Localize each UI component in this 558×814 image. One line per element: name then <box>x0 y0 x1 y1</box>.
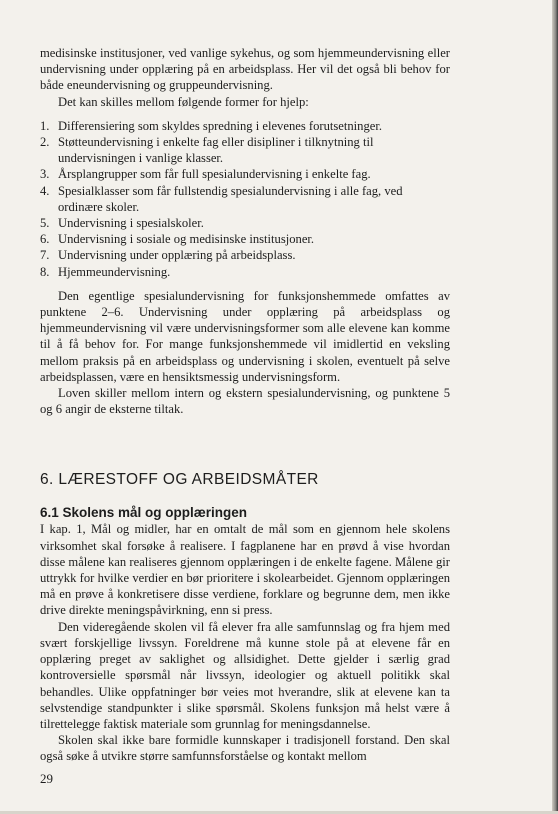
section-paragraph: I kap. 1, Mål og midler, har en omtalt de mål som en gjennom hele skolens virksomhet skal forsøke å realisere. I fagplanene har en prøvd å vise hvordan disse målene kan realiseres gjennom opplæringen i de enkelte fagene. Målene gir uttrykk for hvilke verdier en bør prioritere i skolearbeidet. Gjennom opplæringen må en prøve å konkretisere disse verdiene, forklare og begrunne dem, men ikke drive direkte meningspåvirkning, enn si press. <box>40 522 450 618</box>
list-item-number: 6. <box>40 232 50 247</box>
list-item <box>40 231 450 247</box>
list-item <box>40 215 450 231</box>
list-item-number: 5. <box>40 216 50 231</box>
list-item-text: Undervisning under opplæring på arbeidsplass. <box>58 248 296 263</box>
list-item <box>40 118 450 134</box>
list-item-number: 8. <box>40 264 50 279</box>
section-paragraph: Den videregående skolen vil få elever fra alle samfunnslag og fra hjem med svært forskjellige livssyn. Foreldrene må kunne stole på at elevene får en opplæring preget av saklighet og allsidighet. Dette gjelder i særlig grad kontroversielle spørsmål når livssyn, ideologier og aktuell politikk skal behandles. Ulike oppfatninger bør veies mot hverandre, slik at elevene kan ta selvstendige standpunkter i slike spørsmål. Skolens funksjon må helst være å tilrettelegge faktisk materiale som grunnlag for meningsdannelse. <box>40 619 450 731</box>
list-item-text: Spesialklasser som får fullstendig spesialundervisning i alle fag, ved ordinære skoler. <box>58 183 403 214</box>
list-item <box>40 166 450 182</box>
list-item <box>40 247 450 263</box>
list-item-text: Differensiering som skyldes spredning i elevenes forutsetninger. <box>58 118 382 133</box>
list-item-number: 1. <box>40 118 50 133</box>
list-intro-paragraph: Det kan skilles mellom følgende former for hjelp: <box>58 94 309 109</box>
list-item-number: 7. <box>40 248 50 263</box>
list-item-text: Undervisning i spesialskoler. <box>58 216 204 231</box>
help-forms-list <box>40 118 450 280</box>
list-item-text: Undervisning i sosiale og medisinske institusjoner. <box>58 232 315 247</box>
page-content <box>40 45 450 765</box>
list-item-number: 4. <box>40 183 50 198</box>
law-paragraph: Loven skiller mellom intern og ekstern spesialundervisning, og punktene 5 og 6 angir de eksterne tiltak. <box>40 386 450 417</box>
page-number: 29 <box>40 771 53 786</box>
list-item-text: Årsplangrupper som får full spesialundervisning i enkelte fag. <box>58 167 371 182</box>
special-education-paragraph: Den egentlige spesialundervisning for funksjonshemmede omfattes av punktene 2–6. Undervisning under opplæring på arbeidsplass og hjemmeundervisning vil være undervisningsformer som alle elevene kan komme til å få behov for. For mange funksjonshemmede vil imidlertid en veksling mellom praksis på en arbeidsplass og undervisning i skolen, eventuelt på selve arbeidsplassen, være en hensiktsmessig undervisningsform. <box>40 288 450 384</box>
page-edge-shadow <box>552 0 558 814</box>
list-item-text: Støtteundervisning i enkelte fag eller disipliner i tilknytning til undervisningen i vanlige klasser. <box>58 135 374 166</box>
intro-paragraph: medisinske institusjoner, ved vanlige sykehus, og som hjemmeundervisning eller undervisning under opplæring på en arbeidsplass. Her vil det også bli behov for både eneundervisning og gruppeundervisning. <box>40 46 450 93</box>
chapter-heading: 6. LÆRESTOFF OG ARBEIDSMÅTER <box>40 471 319 489</box>
list-item <box>40 134 450 166</box>
section-paragraph: Skolen skal ikke bare formidle kunnskaper i tradisjonell forstand. Den skal også søke å utvikre større samfunnsforståelse og kontakt mellom <box>40 733 450 764</box>
list-item <box>40 183 450 215</box>
list-item-number: 2. <box>40 135 50 150</box>
list-item <box>40 264 450 280</box>
list-item-number: 3. <box>40 167 50 182</box>
list-item-text: Hjemmeundervisning. <box>58 264 171 279</box>
section-heading: 6.1 Skolens mål og opplæringen <box>40 505 248 521</box>
